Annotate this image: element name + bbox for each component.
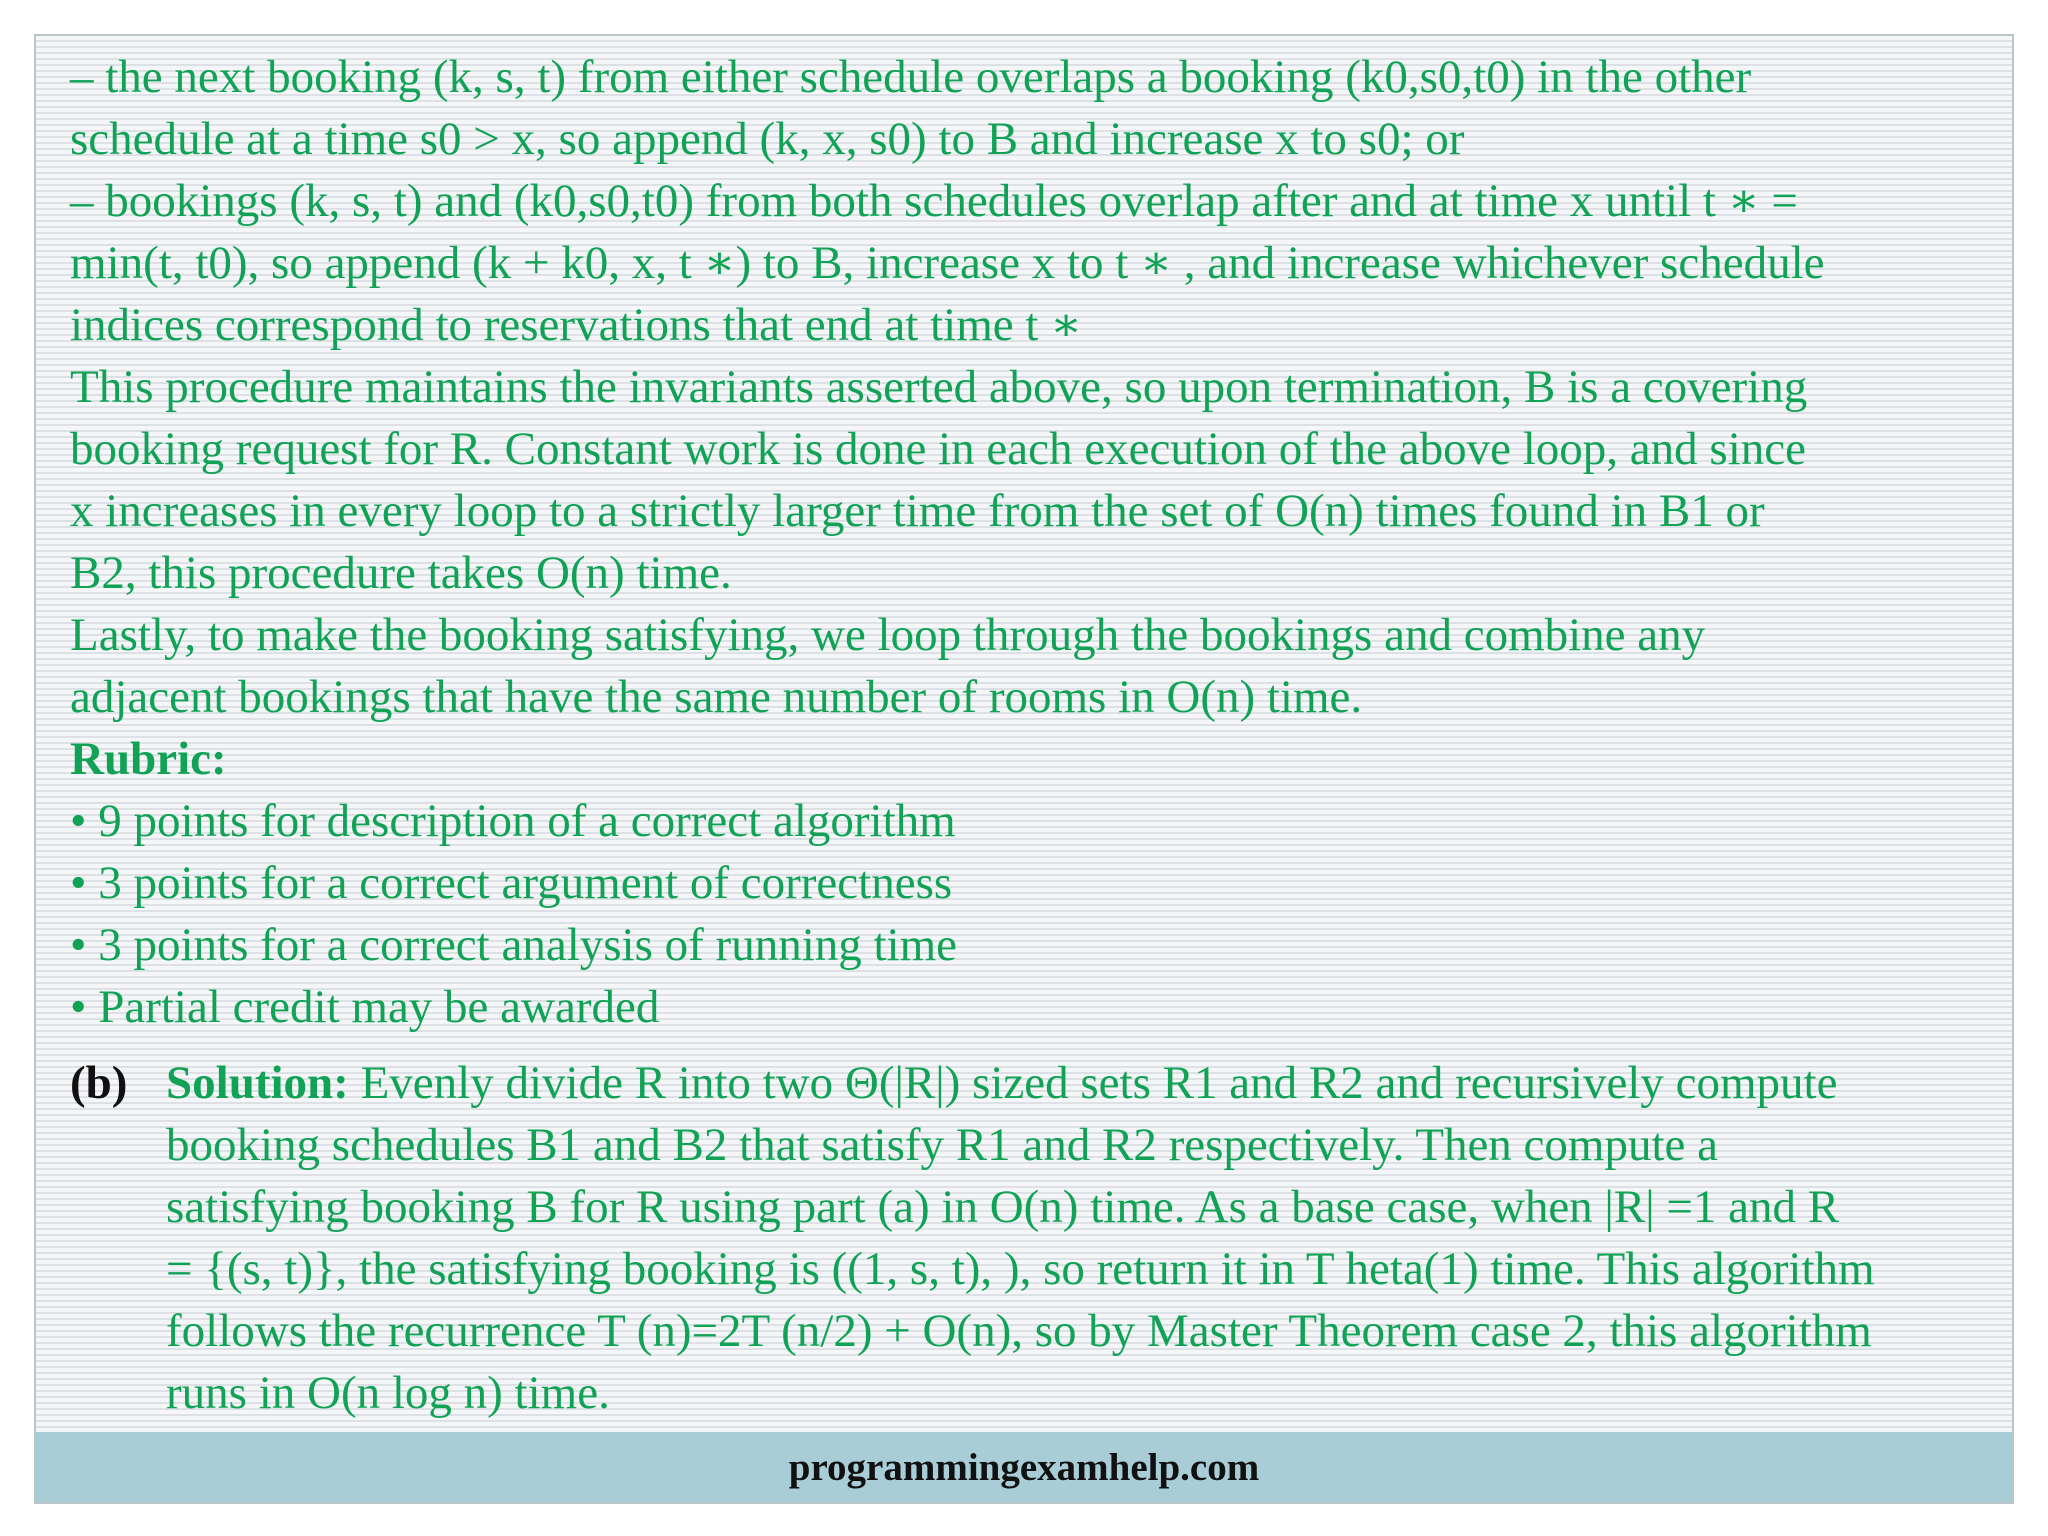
body-line: x increases in every loop to a strictly larger time from the set of O(n) times found in B1 or — [70, 485, 1765, 537]
body-line: booking request for R. Constant work is done in each execution of the above loop, and since — [70, 423, 1806, 475]
rubric-heading: Rubric: — [70, 733, 227, 785]
body-line: This procedure maintains the invariants asserted above, so upon termination, B is a covering — [70, 361, 1808, 413]
footer-website: programmingexamhelp.com — [788, 1445, 1260, 1489]
part-b-solution — [70, 1052, 2010, 1424]
slide-content — [70, 46, 2010, 1424]
rubric-item: • 9 points for description of a correct algorithm — [70, 795, 956, 847]
solution-label: Solution: — [166, 1057, 349, 1109]
solution-line: = {(s, t)}, the satisfying booking is ((1, s, t), ), so return it in T heta(1) time. This algorithm — [166, 1243, 1875, 1295]
rubric-item: • 3 points for a correct analysis of running time — [70, 919, 958, 971]
solution-first-line — [166, 1052, 2010, 1114]
part-b-label: (b) — [70, 1057, 128, 1109]
body-line: min(t, t0), so append (k + k0, x, t ∗) to B, increase x to t ∗ , and increase whichever schedule — [70, 237, 1825, 289]
body-line: adjacent bookings that have the same number of rooms in O(n) time. — [70, 671, 1363, 723]
solution-line: follows the recurrence T (n)=2T (n/2) + O(n), so by Master Theorem case 2, this algorithm — [166, 1305, 1872, 1357]
rubric-item: • Partial credit may be awarded — [70, 981, 660, 1033]
solution-line: runs in O(n log n) time. — [166, 1367, 610, 1419]
solution-line: satisfying booking B for R using part (a) in O(n) time. As a base case, when |R| =1 and R — [166, 1181, 1840, 1233]
footer-bar — [36, 1432, 2012, 1502]
body-line: B2, this procedure takes O(n) time. — [70, 547, 732, 599]
body-line: – the next booking (k, s, t) from either schedule overlaps a booking (k0,s0,t0) in the other — [70, 51, 1752, 103]
solution-first-line-text: Evenly divide R into two Θ(|R|) sized sets R1 and R2 and recursively compute — [348, 1057, 1838, 1109]
body-line: – bookings (k, s, t) and (k0,s0,t0) from both schedules overlap after and at time x until t ∗ = — [70, 175, 1798, 227]
solution-line: booking schedules B1 and B2 that satisfy R1 and R2 respectively. Then compute a — [166, 1119, 1719, 1171]
rubric-item: • 3 points for a correct argument of correctness — [70, 857, 953, 909]
slide — [34, 34, 2014, 1504]
body-line: schedule at a time s0 > x, so append (k, x, s0) to B and increase x to s0; or — [70, 113, 1465, 165]
body-line: indices correspond to reservations that end at time t ∗ — [70, 299, 1083, 351]
body-line: Lastly, to make the booking satisfying, we loop through the bookings and combine any — [70, 609, 1706, 661]
